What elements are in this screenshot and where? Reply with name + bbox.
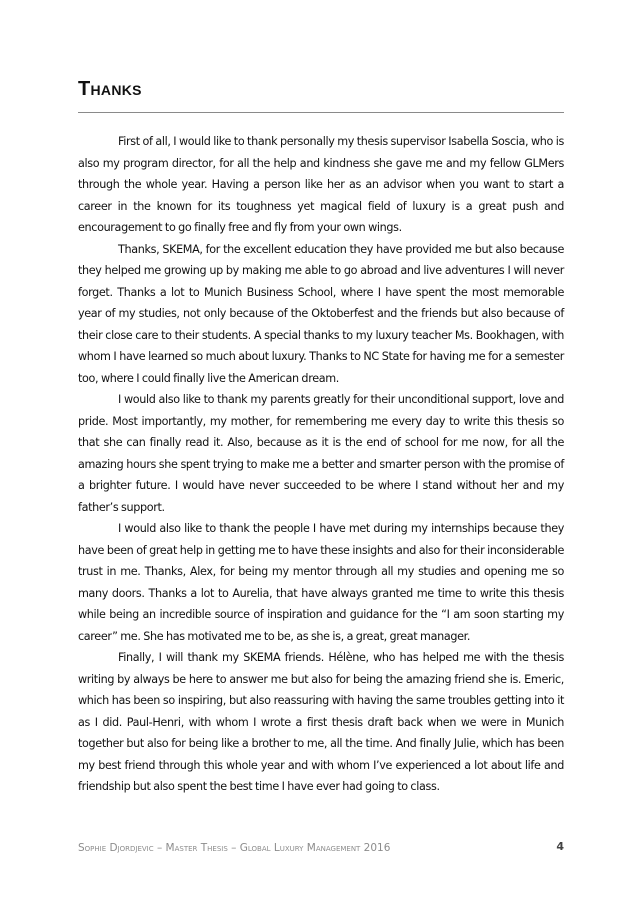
body-text [78,131,564,798]
paragraph-supervisor: First of all, I would like to thank personally my thesis supervisor Isabella Soscia, who is also my program director, for all the help and kindness she gave me and my fellow GLMers through the whole year. Having a person like her as an advisor when you want to start a career in the known for its toughness yet magical field of luxury is a great push and encouragement to go finally free and fly from your own wings. [78,135,564,234]
heading-divider [78,112,564,113]
section-heading: Thanks [78,78,142,100]
footer-author-title: Sophie Djordjevic – Master Thesis – Global Luxury Management 2016 [78,842,391,854]
paragraph-schools: Thanks, SKEMA, for the excellent education they have provided me but also because they helped me growing up by making me able to go abroad and live adventures I will never forget. Thanks a lot to Munich Business School, where I have spent the most memorable year of my studies, not only because of the Oktoberfest and the friends but also because of their close care to their students. A special thanks to my luxury teacher Ms. Bookhagen, with whom I have learned so much about luxury. Thanks to NC State for having me for a semester too, where I could finally live the American dream. [78,242,564,385]
paragraph-parents: I would also like to thank my parents greatly for their unconditional support, love and pride. Most importantly, my mother, for remembering me every day to write this thesis so that she can finally read it. Also, because as it is the end of school for me now, for all the amazing hours she spent trying to make me a better and smarter person with the promise of a brighter future. I would have never succeeded to be where I stand without her and my father’s support. [78,393,564,514]
paragraph-internships: I would also like to thank the people I have met during my internships because they have been of great help in getting me to have these insights and also for their inconsiderable trust in me. Thanks, Alex, for being my mentor through all my studies and opening me so many doors. Thanks a lot to Aurelia, that have always granted me time to write this thesis while being an incredible source of inspiration and guidance for the “I am soon starting my career” me. She has motivated me to be, as she is, a great, great manager. [78,522,564,643]
paragraph-friends: Finally, I will thank my SKEMA friends. Hélène, who has helped me with the thesis writing by always be here to answer me but also for being the amazing friend she is. Emeric, which has been so inspiring, but also reassuring with having the same troubles getting into it as I did. Paul-Henri, with whom I wrote a first thesis draft back when we were in Munich together but also for being like a brother to me, all the time. And finally Julie, which has been my best friend through this whole year and with whom I’ve experienced a lot about life and friendship but also spent the best time I have ever had going to class. [78,651,564,793]
page-number: 4 [556,840,564,853]
